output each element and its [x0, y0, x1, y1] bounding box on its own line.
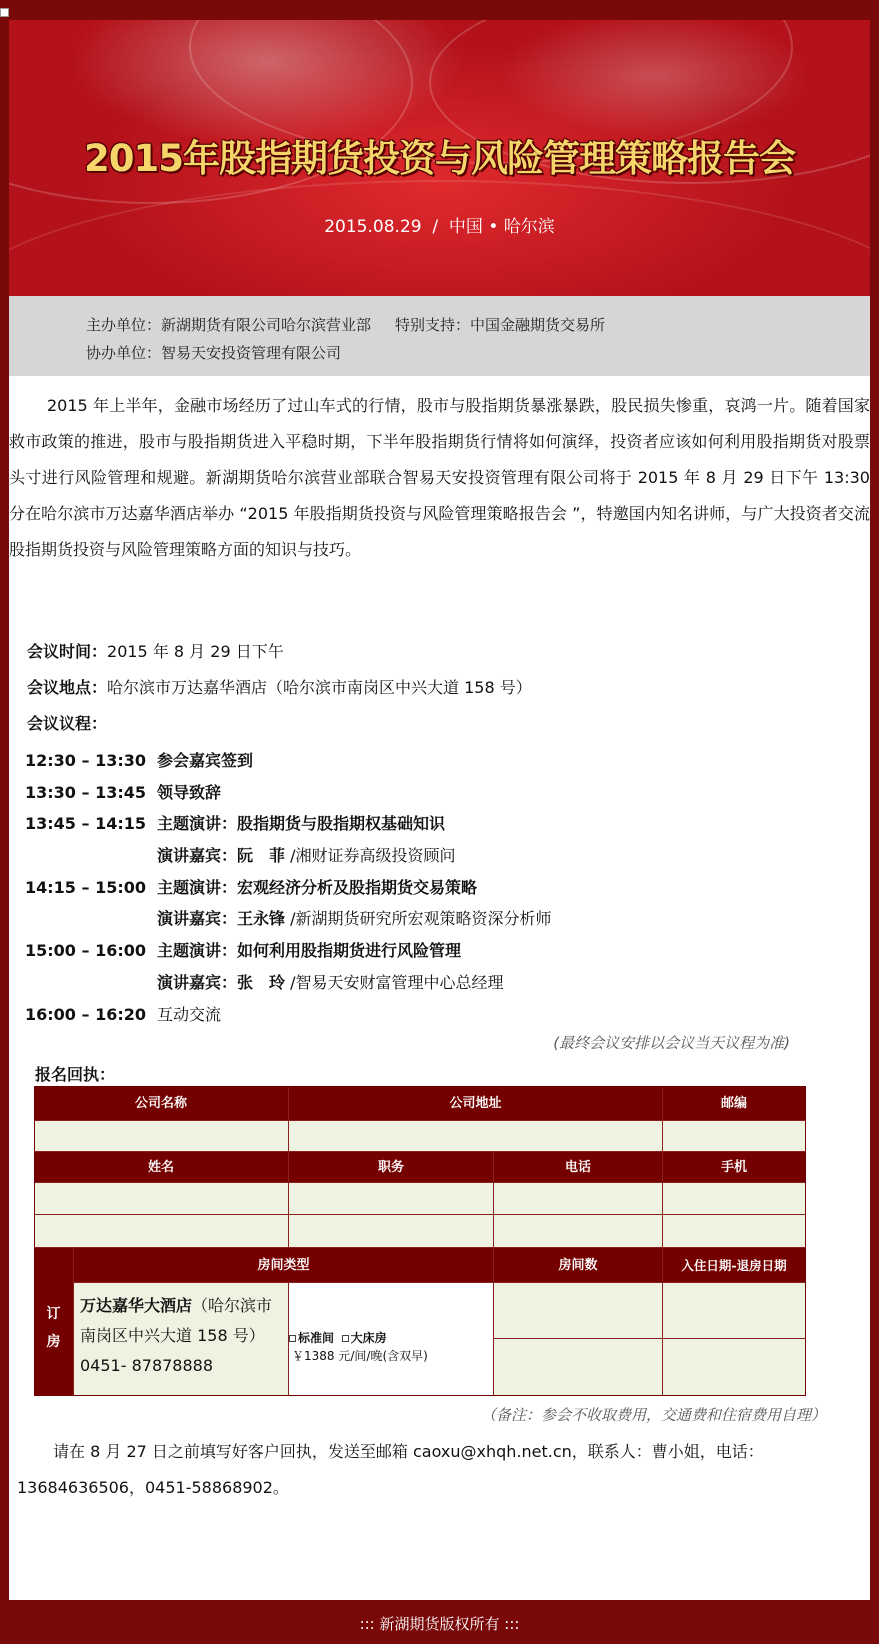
agenda-row: 12:30 – 13:30 参会嘉宾签到	[25, 751, 254, 770]
banner-title: 2015年股指期货投资与风险管理策略报告会	[84, 137, 795, 180]
mobile-field[interactable]	[663, 1215, 806, 1248]
top-frame	[0, 0, 879, 20]
agenda-row: 13:45 – 14:15 主题演讲：股指期货与股指期权基础知识	[25, 814, 446, 834]
room-count-field[interactable]	[494, 1339, 663, 1396]
agenda-row: 13:30 – 13:45 领导致辞	[25, 782, 222, 802]
header-banner	[9, 20, 870, 296]
header-room-type: 房间类型	[74, 1248, 494, 1283]
co-host-unit: 协办单位：智易天安投资管理有限公司	[86, 344, 342, 362]
name-field[interactable]	[34, 1215, 289, 1248]
checkin-checkout-field[interactable]	[663, 1339, 806, 1396]
postcode-field[interactable]	[663, 1121, 806, 1152]
agenda-row: 14:15 – 15:00 主题演讲：宏观经济分析及股指期货交易策略	[25, 877, 478, 897]
agenda-row: 15:00 – 16:00 主题演讲：如何利用股指期货进行风险管理	[25, 941, 462, 961]
broken-image-icon	[0, 8, 9, 17]
standard-room-checkbox[interactable]	[289, 1335, 296, 1342]
room-price: ￥1388 元/间/晚(含双早)	[292, 1349, 428, 1363]
king-room-label: 大床房	[350, 1331, 387, 1345]
agenda-row: 16:00 – 16:20 互动交流	[25, 1004, 222, 1024]
header-position: 职务	[289, 1152, 494, 1183]
company-name-field[interactable]	[34, 1121, 289, 1152]
meeting-time: 会议时间：2015 年 8 月 29 日下午	[27, 642, 284, 661]
special-support: 特别支持：中国金融期货交易所	[395, 316, 606, 334]
header-postcode: 邮编	[663, 1086, 806, 1121]
header-checkin-checkout: 入住日期-退房日期	[663, 1248, 806, 1283]
registration-title: 报名回执：	[35, 1065, 116, 1084]
organizers-band	[9, 296, 870, 376]
header-phone: 电话	[494, 1152, 663, 1183]
registration-table	[34, 1086, 806, 1396]
booking-label-cell	[34, 1248, 74, 1396]
header-name: 姓名	[34, 1152, 289, 1183]
mobile-field[interactable]	[663, 1183, 806, 1215]
booking-label: 订房	[46, 1306, 61, 1350]
company-address-field[interactable]	[289, 1121, 663, 1152]
header-room-count: 房间数	[494, 1248, 663, 1283]
phone-field[interactable]	[494, 1215, 663, 1248]
intro-paragraph: 2015 年上半年，金融市场经历了过山车式的行情，股市与股指期货暴涨暴跌，股民损失惨重，哀鸿一片。随着国家救市政策的推进，股市与股指期货进入平稳时期，下半年股指期货行情将如何演绎，投资者应该如何利用股指期货对股票头寸进行风险管理和规避。新湖期货哈尔滨营业部联合智易天安投资管理有限公司将于 2015 年 8 月 29 日下午 13:30 分在哈尔滨市万达嘉华酒店举办 “2015 年股指期货投资与风险管理策略报告会 ”，特邀国内知名讲师，与广大投资者交流股指期货投资与风险管理策略方面的知识与技巧。	[9, 396, 870, 559]
agenda-speaker-row: 演讲嘉宾：王永锋 /新湖期货研究所宏观策略资深分析师	[157, 909, 552, 929]
newsletter-page	[9, 20, 870, 1600]
meeting-agenda-label: 会议议程：	[27, 714, 108, 733]
hotel-phone: 0451- 87878888	[80, 1356, 214, 1375]
standard-room-label: 标准间	[298, 1331, 335, 1345]
meeting-details	[27, 634, 857, 742]
agenda-list	[25, 745, 865, 1030]
position-field[interactable]	[289, 1183, 494, 1215]
agenda-speaker-row: 演讲嘉宾：张 玲 /智易天安财富管理中心总经理	[157, 972, 504, 992]
footer-copyright: ::: 新湖期货版权所有 :::	[359, 1615, 520, 1633]
banner-subtitle: 2015.08.29 / 中国 • 哈尔滨	[324, 217, 555, 237]
position-field[interactable]	[289, 1215, 494, 1248]
hotel-name: 万达嘉华大酒店	[80, 1296, 193, 1315]
king-room-checkbox[interactable]	[342, 1335, 349, 1342]
agenda-note: (最终会议安排以会议当天议程为准)	[553, 1034, 790, 1052]
header-company-address: 公司地址	[289, 1086, 663, 1121]
checkin-checkout-field[interactable]	[663, 1283, 806, 1339]
agenda-speaker-row: 演讲嘉宾：阮 菲 /湘财证券高级投资顾问	[157, 846, 456, 866]
header-mobile: 手机	[663, 1152, 806, 1183]
host-unit: 主办单位：新湖期货有限公司哈尔滨营业部	[86, 316, 372, 334]
registration-note: （备注：参会不收取费用，交通费和住宿费用自理）	[480, 1406, 826, 1424]
name-field[interactable]	[34, 1183, 289, 1215]
header-company-name: 公司名称	[34, 1086, 289, 1121]
hotel-info-cell	[74, 1283, 289, 1396]
room-type-cell	[289, 1283, 494, 1396]
contact-paragraph: 请在 8 月 27 日之前填写好客户回执，发送至邮箱 caoxu@xhqh.net.cn，联系人：曹小姐，电话：13684636506，0451-58868902。	[17, 1442, 764, 1497]
phone-field[interactable]	[494, 1183, 663, 1215]
meeting-place: 会议地点：哈尔滨市万达嘉华酒店（哈尔滨市南岗区中兴大道 158 号）	[27, 678, 532, 697]
room-count-field[interactable]	[494, 1283, 663, 1339]
hotel-address: （哈尔滨市南岗区中兴大道 158 号）	[80, 1296, 273, 1345]
